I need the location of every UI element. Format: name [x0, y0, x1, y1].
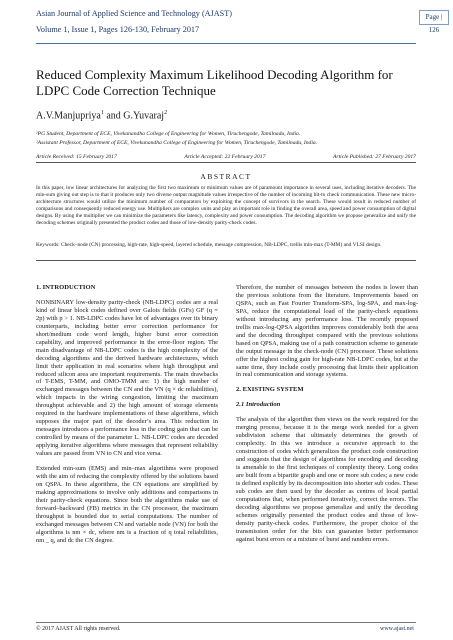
- article-dates: [36, 154, 416, 160]
- copyright-notice: © 2017 AJAST All rights reserved.: [36, 626, 121, 632]
- author-1-affiliation-mark: 1: [100, 110, 104, 116]
- footer-divider: [36, 622, 416, 623]
- journal-name: Asian Journal of Applied Science and Technology (AJAST): [36, 9, 232, 18]
- author-2-affiliation-mark: 2: [164, 110, 168, 116]
- keywords: Keywords: Check–node (CN) processing, high-rate, high-speed, layered schedule, message compression, NB-LDPC, trellis min-max (T-MM) and VLSI design.: [36, 242, 382, 248]
- journal-volume: Volume 1, Issue 1, Pages 126-130, February 2017: [36, 25, 200, 34]
- author-1: A.V.Manjupriya: [36, 110, 101, 122]
- section-heading-introduction: 1. INTRODUCTION: [36, 284, 96, 291]
- author-separator: and: [103, 110, 124, 122]
- author-list: [36, 110, 167, 121]
- page-number: Page | 126: [419, 10, 449, 25]
- date-published: Article Published: 27 February 2017: [333, 154, 416, 160]
- header-divider: [36, 43, 416, 44]
- abstract-divider: [36, 260, 416, 261]
- date-received: Article Received: 15 February 2017: [36, 154, 117, 160]
- author-2: G.Yuvaraj: [123, 110, 165, 122]
- date-accepted: Article Accepted: 22 February 2017: [184, 154, 266, 160]
- paragraph: Therefore, the number of messages between the nodes is lower than the previous solutions from the literature. Improvements based on QSPA, such as Fast Fourier Transform-SPA, log-SPA, and max-log-SPA, reduce the computational load of the parity-check equations without introducing any performance loss. The recently proposed trellis max-log-QPSA algorithm improves considerably both the area and the decoding throughput compared with the previous solutions based on QPSA, making use of a path construction scheme to generate the output message in the check-node (CN) processor. These solutions offer the highest coding gain for high-rate NB-LDPC codes, but at the same time, they include costly processing that limits their application in real communication and storage systems.: [236, 284, 418, 379]
- abstract-heading: ABSTRACT: [200, 172, 252, 181]
- right-column: [236, 284, 418, 551]
- left-column: [36, 284, 218, 552]
- paragraph: The analysis of the algorithm then views on the work required for the merging process, because it is the merge work needed for a given subdivision scheme that ultimately determines the growth of complexity. In this we introduce a recursive approach to the construction of codes which generalizes the product code construction and suggests that the design of algorithms for encoding and decoding is amenable to the first techniques of complexity theory. Long codes are built from a bipartite graph and one or more sub codes; a new code is defined explicitly by its decomposition into shorter sub codes. These sub codes are then used by the decoder as centres of local partial computations that, when performed iteratively, correct the errors. The decoding algorithms we propose generalize and unify the decoding schemes originally presented the product codes and those of low-density parity-check codes. Furthermore, the proper choice of the transmission order for the bits can guarantee better performance against burst errors or a mixture of burst and random errors.: [236, 416, 418, 543]
- dates-divider: [36, 162, 416, 163]
- subsection-heading-introduction: 2.1 Introduction: [236, 401, 281, 409]
- journal-website: www.ajast.net: [380, 626, 414, 632]
- paragraph: Extended min-sum (EMS) and min–max algorithms were proposed with the aim of reducing the complexity offered by the solutions based on QSPA. In these algorithms, the CN equations are simplified by making approximations to involve only additions and comparisons in their parity-check equations. Since both the algorithms make use of forward–backward (FB) metrics in the CN processor, the maximum throughput is bounded due to serial computations. The number of exchanged messages between CN and variable node (VN) for both the algorithms is nm × dc, where nm is a fraction of q total reliabilities, nm _ q, and dc the CN degree.: [36, 465, 218, 544]
- affiliation-2: ²Assistant Professor, Department of ECE, Vivekanandha College of Engineering for Women, Tiruchengode, Tamilnadu, India.: [36, 140, 318, 146]
- section-heading-existing-system: 2. EXISTING SYSTEM: [236, 386, 304, 394]
- affiliation-1: ¹PG Student, Department of ECE, Vivekanandha College of Engineering for Women, Tiruchengode, Tamilnadu, India.: [36, 131, 301, 137]
- paper-title: Reduced Complexity Maximum Likelihood Decoding Algorithm for LDPC Code Correction Technique: [36, 67, 393, 98]
- abstract-text: In this paper, low linear architectures for analyzing the first two maximum or minimum values are of paramount importance in several uses, including iterative decoders. The min-sum giving out step is to that it produces only two diverse output magnitude values irrespective of the number of incoming bit-to check communication. These new micro-architecture structures would utilize the minimum number of comparators by exploiting the concept of survivors in the search. These would result in reduced number of comparisons and consequently reduced energy use. Multipliers are complex units and play an important role in finding the overall area, speed and power consumption of digital designs. By using the multiplier we can minimize the parameters like latency, complexity and power consumption. The decoding algorithm we propose generalize and unify the decoding schemes originally presented the product codes and those of low-density parity-check codes.: [36, 185, 416, 227]
- paragraph: NONBINARY low-density parity-check (NB-LDPC) codes are a real kind of linear block codes defined over Galois fields (GFs) GF (q = 2p) with p > 1. NB-LDPC codes have lot of advantages over its binary counterparts, including better error correction performance for short/medium code word length, higher burst error correction capability, and improved performance in the error-floor region. The main disadvantage of NB-LDPC codes is the high complexity of the decoding algorithms and the derived hardware architectures, which limit their application in real scenarios where high throughput and reduced silicon area are important requirements. The main drawbacks of T-EMS, T-MM, and OMO-TMM are: 1) the high number of exchanged messages between the CN and the VN (q × dc reliabilities), which impacts in the wiring congestion, limiting the maximum throughput achievable and 2) the high amount of storage elements required in the hardware implementations of these algorithms, which supposes the major part of the decoder’s area. This reduction in messages introduces a performance loss in the coding gain that can be controlled by means of the parameter L. NB-LDPC codes are decoded applying iterative algorithms where messages that represent reliability values are passed from VN to CN and vice versa.: [36, 298, 218, 458]
